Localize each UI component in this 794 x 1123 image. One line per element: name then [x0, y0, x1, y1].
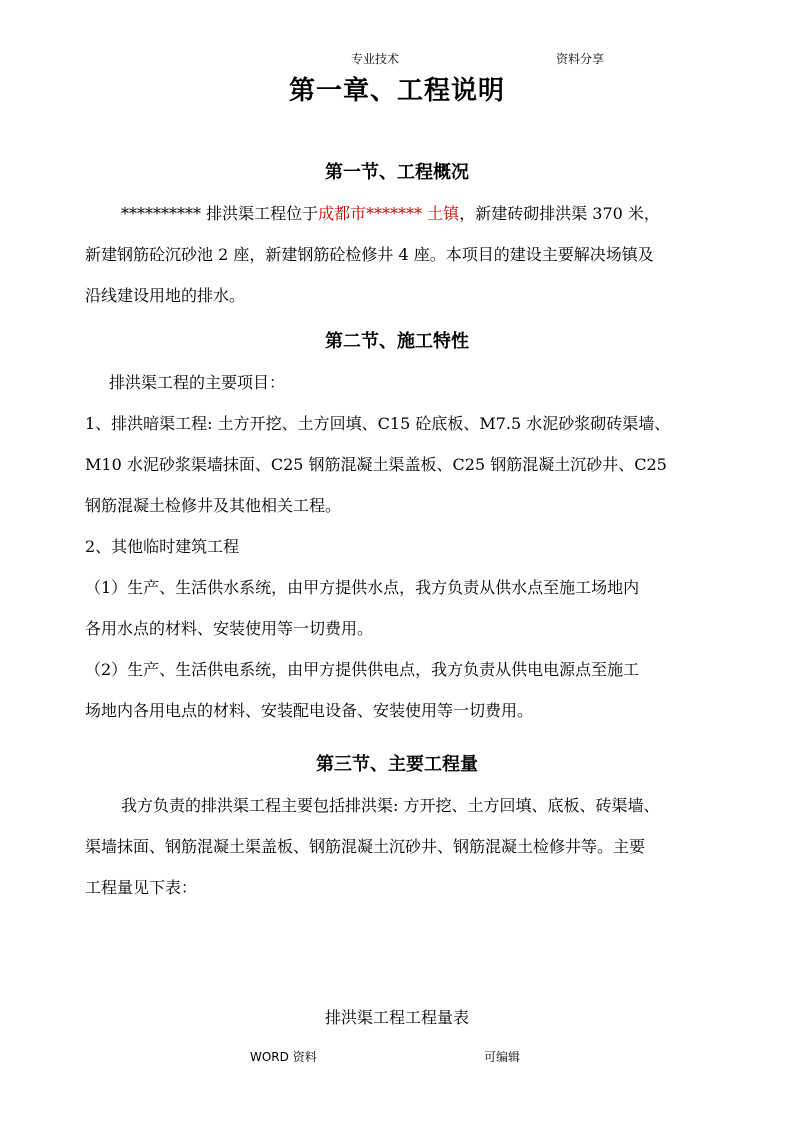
section-1-line-3: 沿线建设用地的排水。: [85, 286, 246, 305]
footer-right-text: 可编辑: [484, 1050, 521, 1064]
table-title: 排洪渠工程工程量表: [324, 1008, 469, 1027]
item-1-line-1: 1、排洪暗渠工程: 土方开挖、土方回填、C15 砼底板、M7.5 水泥砂浆砌砖渠墙、: [85, 414, 671, 433]
section-3-line-3: 工程量见下表：: [85, 878, 198, 897]
section-3-line-2: 渠墙抹面、钢筋混凝土渠盖板、钢筋混凝土沉砂井、钢筋混凝土检修井等。主要: [85, 837, 646, 856]
sub-item-2-line-2: 场地内各用电点的材料、安装配电设备、安装使用等一切费用。: [85, 701, 534, 720]
section-3-title: 第三节、主要工程量: [316, 754, 478, 775]
item-1-line-2: M10 水泥砂浆渠墙抹面、C25 钢筋混凝土渠盖板、C25 钢筋混凝土沉砂井、C25: [85, 455, 667, 474]
footer-left-text: WORD 资料: [250, 1050, 317, 1064]
sub-item-2-line-1: （2）生产、生活供电系统，由甲方提供供电点，我方负责从供电电源点至施工: [85, 660, 640, 679]
sub-item-1-line-1: （1）生产、生活供水系统，由甲方提供水点，我方负责从供水点至施工场地内: [85, 578, 640, 597]
section-3-line-1: 我方负责的排洪渠工程主要包括排洪渠: 方开挖、土方回填、底板、砖渠墙、: [121, 796, 660, 815]
header-right-text: 资料分享: [556, 52, 605, 66]
section-2-intro: 排洪渠工程的主要项目：: [109, 373, 286, 392]
location-text: 成都市******* 土镇: [318, 204, 460, 223]
section-2-paragraph: [85, 362, 745, 731]
section-1-paragraph: [85, 193, 745, 316]
section-1-line-2: 新建钢筋砼沉砂池 2 座，新建钢筋砼检修井 4 座。本项目的建设主要解决场镇及: [85, 245, 654, 264]
section-1-line-1: [85, 193, 745, 234]
chapter-title: 第一章、工程说明: [288, 76, 505, 106]
sub-item-1-line-2: 各用水点的材料、安装使用等一切费用。: [85, 619, 374, 638]
section-3-paragraph: [85, 785, 745, 908]
header-left-text: 专业技术: [351, 52, 400, 66]
section-2-title: 第二节、施工特性: [325, 331, 469, 352]
canal-length-text: ，新建砖砌排洪渠 370 米，: [459, 204, 660, 223]
section-1-title: 第一节、工程概况: [325, 162, 469, 183]
project-name-text: ********** 排洪渠工程位于: [121, 204, 319, 223]
item-2-heading: 2、其他临时建筑工程: [85, 537, 240, 556]
item-1-line-3: 钢筋混凝土检修井及其他相关工程。: [85, 496, 342, 515]
